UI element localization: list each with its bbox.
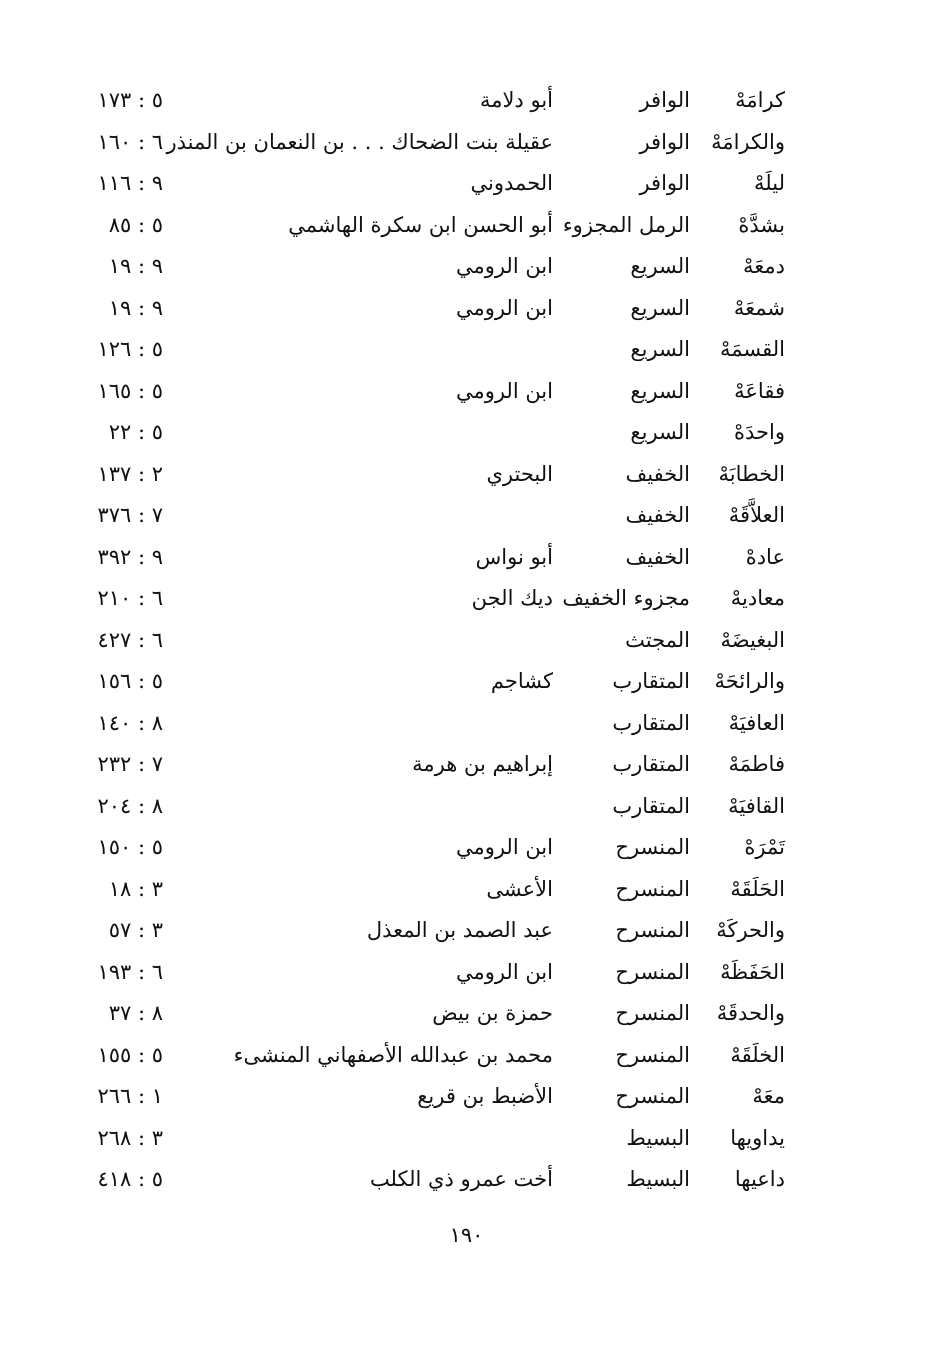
poet-name: أبو دلامة bbox=[479, 88, 553, 112]
volume-page-ref: ٧ : ٢٣٢ bbox=[97, 752, 163, 776]
rhyme-word: القسمَهْ bbox=[720, 337, 785, 361]
meter-name: السريع bbox=[630, 295, 690, 320]
rhyme-word: القافيَهْ bbox=[728, 793, 785, 818]
rhyme-word: بشدَّهْ bbox=[738, 212, 785, 237]
meter-name: المنسرح bbox=[615, 835, 690, 859]
index-row bbox=[0, 578, 933, 620]
rhyme-word: الخلَقَهْ bbox=[730, 1042, 785, 1067]
index-row bbox=[0, 537, 933, 579]
meter-name: المنسرح bbox=[615, 876, 690, 901]
volume-page-ref: ٣ : ١٨ bbox=[108, 876, 163, 901]
rhyme-word: معاديهْ bbox=[730, 586, 785, 610]
index-row bbox=[0, 495, 933, 537]
rhyme-word: معَهْ bbox=[752, 1084, 785, 1108]
meter-name: الوافر bbox=[639, 171, 690, 195]
rhyme-word: فاطمَهْ bbox=[728, 752, 785, 776]
poet-name: أخت عمرو ذي الكلب bbox=[369, 1167, 553, 1191]
rhyme-word: الحَلَقَهْ bbox=[730, 876, 785, 901]
meter-name: السريع bbox=[630, 378, 690, 403]
poet-name: عبد الصمد بن المعذل bbox=[366, 918, 553, 942]
meter-name: الخفيف bbox=[625, 461, 690, 486]
index-row bbox=[0, 1159, 933, 1201]
meter-name: المتقارب bbox=[612, 752, 690, 776]
rhyme-word: شمعَهْ bbox=[733, 295, 785, 320]
rhyme-word: والحركَهْ bbox=[716, 918, 785, 942]
index-row bbox=[0, 371, 933, 413]
index-row bbox=[0, 163, 933, 205]
meter-name: المنسرح bbox=[615, 959, 690, 984]
rhyme-word: فقاعَهْ bbox=[734, 378, 785, 403]
poet-name: محمد بن عبدالله الأصفهاني المنشىء bbox=[233, 1042, 553, 1067]
poet-name: ابن الرومي bbox=[455, 295, 553, 320]
index-row bbox=[0, 993, 933, 1035]
rhyme-word: الخطابَهْ bbox=[718, 461, 785, 486]
meter-name: المتقارب bbox=[612, 710, 690, 735]
volume-page-ref: ٣ : ٢٦٨ bbox=[97, 1125, 163, 1150]
volume-page-ref: ٦ : ٤٢٧ bbox=[97, 627, 163, 652]
meter-name: المنسرح bbox=[615, 1042, 690, 1067]
meter-name: المتقارب bbox=[612, 793, 690, 818]
volume-page-ref: ٥ : ٤١٨ bbox=[97, 1167, 163, 1191]
index-row bbox=[0, 454, 933, 496]
meter-name: المجتث bbox=[625, 627, 690, 652]
poet-name: الأضبط بن قريع bbox=[417, 1084, 553, 1108]
index-row bbox=[0, 329, 933, 371]
meter-name: الخفيف bbox=[625, 544, 690, 569]
volume-page-ref: ٥ : ١٧٣ bbox=[97, 88, 163, 112]
meter-name: الوافر bbox=[639, 88, 690, 112]
rhyme-word: داعيها bbox=[734, 1167, 785, 1191]
rhyme-word: يداويها bbox=[730, 1125, 785, 1150]
meter-name: المنسرح bbox=[615, 1084, 690, 1108]
volume-page-ref: ٦ : ١٦٠ bbox=[97, 129, 163, 154]
volume-page-ref: ٢ : ١٣٧ bbox=[97, 461, 163, 486]
rhyme-word: والرائحَهْ bbox=[714, 669, 785, 693]
rhyme-word: كرامَهْ bbox=[735, 88, 785, 112]
index-row bbox=[0, 1076, 933, 1118]
rhyme-word: دمعَهْ bbox=[743, 254, 785, 278]
index-row bbox=[0, 1035, 933, 1077]
volume-page-ref: ٣ : ٥٧ bbox=[108, 918, 163, 942]
meter-name: الخفيف bbox=[625, 503, 690, 527]
rhyme-word: تَمْرَهْ bbox=[744, 835, 785, 859]
index-row bbox=[0, 288, 933, 330]
poet-name: إبراهيم بن هرمة bbox=[412, 752, 553, 776]
index-row bbox=[0, 703, 933, 745]
poet-name: ابن الرومي bbox=[455, 378, 553, 403]
meter-name: المنسرح bbox=[615, 918, 690, 942]
volume-page-ref: ٦ : ١٩٣ bbox=[97, 959, 163, 984]
volume-page-ref: ٨ : ٢٠٤ bbox=[97, 793, 163, 818]
volume-page-ref: ٥ : ١٦٥ bbox=[97, 378, 163, 403]
volume-page-ref: ٦ : ٢١٠ bbox=[97, 586, 163, 610]
index-row bbox=[0, 205, 933, 247]
index-row bbox=[0, 952, 933, 994]
rhyme-word: ليلَهْ bbox=[754, 171, 785, 195]
poet-name: أبو الحسن ابن سكرة الهاشمي bbox=[288, 212, 553, 237]
poet-name: حمزة بن بيض bbox=[432, 1001, 553, 1025]
volume-page-ref: ٥ : ١٢٦ bbox=[97, 337, 163, 361]
volume-page-ref: ٥ : ١٥٦ bbox=[97, 669, 163, 693]
meter-name: السريع bbox=[630, 254, 690, 278]
poet-name: الحمدوني bbox=[470, 171, 553, 195]
poet-name: ابن الرومي bbox=[455, 959, 553, 984]
index-row bbox=[0, 869, 933, 911]
rhyme-word: العلاَّقَهْ bbox=[728, 503, 785, 527]
meter-name: الوافر bbox=[639, 129, 690, 154]
meter-name: المتقارب bbox=[612, 669, 690, 693]
rhyme-word: والحدقَهْ bbox=[716, 1001, 785, 1025]
index-row bbox=[0, 910, 933, 952]
rhyme-word: الحَفَظَهْ bbox=[720, 959, 785, 984]
volume-page-ref: ٥ : ١٥٠ bbox=[97, 835, 163, 859]
index-row bbox=[0, 1118, 933, 1160]
meter-name: المنسرح bbox=[615, 1001, 690, 1025]
meter-name: البسيط bbox=[626, 1167, 690, 1191]
poet-name: ابن الرومي bbox=[455, 254, 553, 278]
rhyme-word: واحدَهْ bbox=[734, 420, 785, 444]
volume-page-ref: ٥ : ١٥٥ bbox=[97, 1042, 163, 1067]
volume-page-ref: ٨ : ١٤٠ bbox=[97, 710, 163, 735]
meter-name: مجزوء الخفيف bbox=[562, 586, 690, 610]
index-row bbox=[0, 744, 933, 786]
index-row bbox=[0, 80, 933, 122]
volume-page-ref: ٧ : ٣٧٦ bbox=[97, 503, 163, 527]
rhyme-word: البغيضَهْ bbox=[720, 627, 785, 652]
poet-name: عقيلة بنت الضحاك . . . بن النعمان بن المنذر bbox=[166, 129, 553, 154]
rhyme-word: عادهْ bbox=[745, 544, 785, 569]
page-number: ١٩٠ bbox=[449, 1223, 484, 1247]
meter-name: البسيط bbox=[626, 1125, 690, 1150]
volume-page-ref: ٨ : ٣٧ bbox=[108, 1001, 163, 1025]
meter-name: السريع bbox=[630, 420, 690, 444]
volume-page-ref: ٩ : ١١٦ bbox=[97, 171, 163, 195]
poet-name: ابن الرومي bbox=[455, 835, 553, 859]
volume-page-ref: ٩ : ١٩ bbox=[108, 254, 163, 278]
poet-name: كشاجم bbox=[490, 669, 553, 693]
volume-page-ref: ١ : ٢٦٦ bbox=[97, 1084, 163, 1108]
index-row bbox=[0, 661, 933, 703]
volume-page-ref: ٩ : ٣٩٢ bbox=[97, 544, 163, 569]
meter-name: الرمل المجزوء bbox=[562, 212, 690, 237]
index-row bbox=[0, 122, 933, 164]
index-row bbox=[0, 246, 933, 288]
volume-page-ref: ٩ : ١٩ bbox=[108, 295, 163, 320]
index-row bbox=[0, 786, 933, 828]
rhyme-word: والكرامَهْ bbox=[711, 129, 785, 154]
poet-name: الأعشى bbox=[486, 876, 553, 901]
index-row bbox=[0, 620, 933, 662]
meter-name: السريع bbox=[630, 337, 690, 361]
index-row bbox=[0, 827, 933, 869]
rhyme-index-list bbox=[0, 80, 933, 1201]
rhyme-word: العافيَهْ bbox=[728, 710, 785, 735]
volume-page-ref: ٥ : ٨٥ bbox=[108, 212, 163, 237]
index-row bbox=[0, 412, 933, 454]
poet-name: ديك الجن bbox=[471, 586, 553, 610]
poet-name: البحتري bbox=[486, 461, 553, 486]
volume-page-ref: ٥ : ٢٢ bbox=[108, 420, 163, 444]
poet-name: أبو نواس bbox=[475, 544, 553, 569]
